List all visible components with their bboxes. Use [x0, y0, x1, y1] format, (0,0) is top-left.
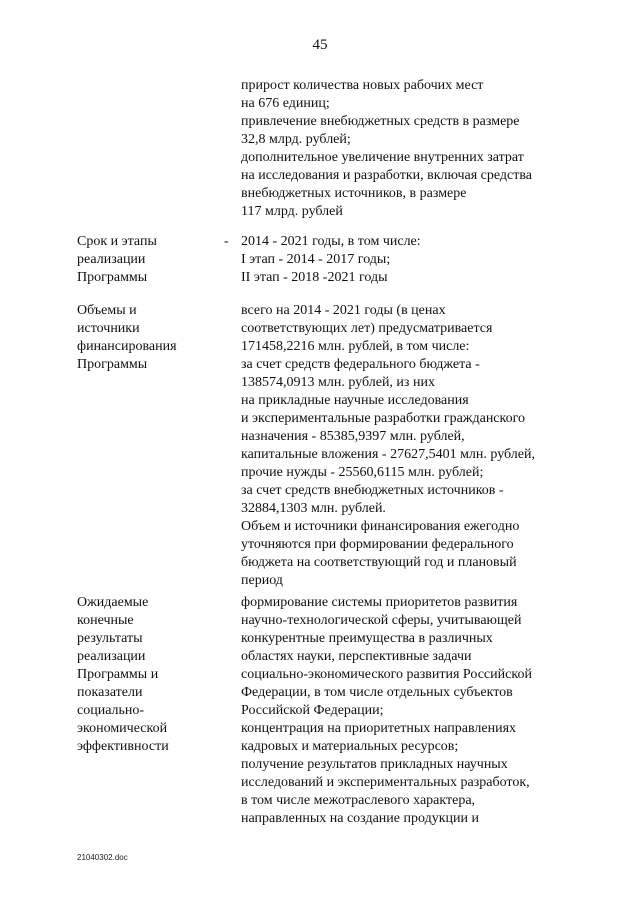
label-line: финансирования	[77, 339, 177, 354]
value-line: 2014 - 2021 годы, в том числе:	[241, 234, 421, 249]
separator-dash: -	[224, 234, 229, 249]
label-line: реализации	[77, 649, 146, 664]
label-line: Программы	[77, 357, 148, 372]
text-line: 117 млрд. рублей	[241, 204, 343, 219]
label-line: показатели	[77, 685, 143, 700]
label-line: социально-	[77, 703, 145, 718]
label-line: Срок и этапы	[77, 234, 157, 249]
value-line: соответствующих лет) предусматривается	[241, 321, 493, 336]
value-line: на прикладные научные исследования	[241, 393, 469, 408]
text-line: привлечение внебюджетных средств в размере	[241, 114, 520, 129]
text-line: на исследования и разработки, включая средства	[241, 168, 532, 183]
value-line: прочие нужды - 25560,6115 млн. рублей;	[241, 465, 484, 480]
intro-text	[241, 77, 561, 221]
value-line: 171458,2216 млн. рублей, в том числе:	[241, 339, 470, 354]
value-line: формирование системы приоритетов развития	[241, 595, 518, 610]
section-label	[77, 233, 217, 287]
label-line: Объемы и	[77, 303, 137, 318]
value-line: направленных на создание продукции и	[241, 811, 479, 826]
section-value	[241, 302, 561, 590]
footer-filename: 21040302.doc	[77, 853, 128, 862]
value-line: назначения - 85385,9397 млн. рублей,	[241, 429, 465, 444]
value-line: капитальные вложения - 27627,5401 млн. рублей,	[241, 447, 535, 462]
label-line: экономической	[77, 721, 168, 736]
label-line: Программы и	[77, 667, 159, 682]
value-line: и экспериментальные разработки гражданского	[241, 411, 526, 426]
value-line: кадровых и материальных ресурсов;	[241, 739, 459, 754]
label-line: конечные	[77, 613, 134, 628]
value-line: научно-технологической сферы, учитывающей	[241, 613, 522, 628]
value-line: Российской Федерации;	[241, 703, 384, 718]
section-label	[77, 594, 217, 756]
value-line: I этап - 2014 - 2017 годы;	[241, 252, 391, 267]
label-line: эффективности	[77, 739, 169, 754]
text-line: на 676 единиц;	[241, 96, 330, 111]
value-line: за счет средств внебюджетных источников -	[241, 483, 504, 498]
value-line: 138574,0913 млн. рублей, из них	[241, 375, 435, 390]
label-line: Ожидаемые	[77, 595, 149, 610]
label-line: результаты	[77, 631, 143, 646]
value-line: в том числе межотраслевого характера,	[241, 793, 476, 808]
label-line: источники	[77, 321, 140, 336]
value-line: концентрация на приоритетных направлениях	[241, 721, 517, 736]
section-value	[241, 233, 561, 287]
section-label	[77, 302, 217, 374]
text-line: внебюджетных источников, в размере	[241, 186, 467, 201]
value-line: II этап - 2018 -2021 годы	[241, 270, 388, 285]
text-line: 32,8 млрд. рублей;	[241, 132, 351, 147]
value-line: Объем и источники финансирования ежегодно	[241, 519, 520, 534]
text-line: дополнительное увеличение внутренних затрат	[241, 150, 524, 165]
value-line: 32884,1303 млн. рублей.	[241, 501, 386, 516]
value-line: областях науки, перспективные задачи	[241, 649, 472, 664]
value-line: конкурентные преимущества в различных	[241, 631, 493, 646]
label-line: реализации	[77, 252, 146, 267]
section-value	[241, 594, 561, 828]
value-line: за счет средств федерального бюджета -	[241, 357, 480, 372]
value-line: бюджета на соответствующий год и плановый	[241, 555, 517, 570]
value-line: исследований и экспериментальных разработок,	[241, 775, 530, 790]
page-number: 45	[312, 37, 328, 53]
label-line: Программы	[77, 270, 148, 285]
value-line: уточняются при формировании федерального	[241, 537, 514, 552]
value-line: период	[241, 573, 283, 588]
text-line: прирост количества новых рабочих мест	[241, 78, 484, 93]
value-line: Федерации, в том числе отдельных субъектов	[241, 685, 513, 700]
value-line: всего на 2014 - 2021 годы (в ценах	[241, 303, 446, 318]
value-line: получение результатов прикладных научных	[241, 757, 508, 772]
value-line: социально-экономического развития Российской	[241, 667, 532, 682]
